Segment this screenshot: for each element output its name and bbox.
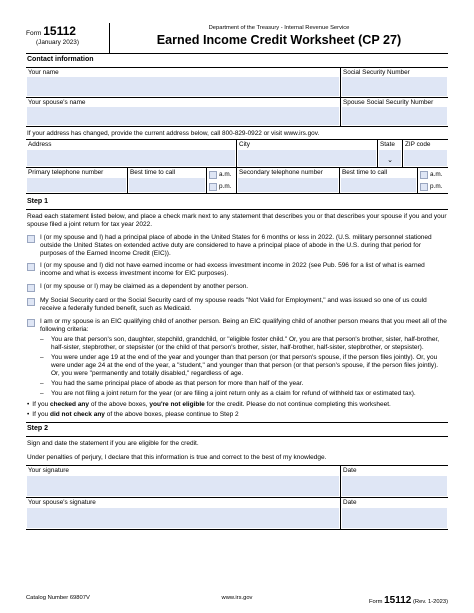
your-name-label: Your name [28, 68, 59, 76]
secondary-phone-input[interactable] [238, 178, 338, 192]
secondary-phone-field[interactable] [237, 168, 340, 193]
ssn-input[interactable] [342, 77, 447, 95]
criteria-1-text: You are that person's son, daughter, stepchild, grandchild, or "eligible foster child." Or, you are that person's brother, sister, half-brother, half-sister, stepbrother, or stepsister (or the child of that person's brother, sister, half-brother, half-sister, stepbrother, or stepsister). [51, 336, 440, 351]
criteria-4-text: You are not filing a joint return for the year (or are filing a joint return only as a claim for refund of withheld tax or estimated tax). [51, 389, 416, 397]
form-date: (January 2023) [36, 38, 79, 46]
best-time-field[interactable] [128, 168, 207, 193]
statement-2-text: I (or my spouse and I) did not have earned income or had excess investment income in 2022 (see Pub. 596 for a list of what is earned income and what is excess investment income for EIC purposes). [40, 262, 425, 278]
address-field[interactable] [26, 140, 237, 167]
am-2-checkbox[interactable] [420, 171, 428, 179]
criteria-item: – You were under age 19 at the end of the year and younger than that person (or that person's spouse, if the person files jointly). Or, you were under age 24 at the end of the year, a "student," and younger than that person (or that person's spouse, if the person files jointly). Or, you were "permanently and totally disabled," regardless of age. [40, 354, 448, 378]
step1-intro: Read each statement listed below, and place a check mark next to any statement that describes you or that describes your spouse if you and your spouse filed a joint return for tax year 2022. [27, 212, 447, 228]
best-time-2-field[interactable] [340, 168, 418, 193]
city-field[interactable] [237, 140, 378, 167]
best-time-2-label: Best time to call [342, 169, 388, 177]
best-time-input[interactable] [129, 178, 205, 192]
zip-label: ZIP code [405, 141, 431, 149]
spouse-signature-input[interactable] [27, 508, 339, 528]
pm-label: p.m. [219, 182, 232, 190]
ampm-group-2 [418, 168, 448, 193]
state-dropdown[interactable] [379, 150, 401, 166]
pm-2-checkbox[interactable] [420, 183, 428, 191]
your-name-field[interactable] [26, 68, 341, 97]
statement-3-text: I (or my spouse or I) may be claimed as a dependent by another person. [40, 283, 249, 291]
best-time-label: Best time to call [130, 169, 176, 177]
secondary-phone-label: Secondary telephone number [239, 169, 323, 177]
address-label: Address [28, 141, 52, 149]
catalog-number: Catalog Number 69807V [26, 595, 90, 601]
your-signature-field[interactable] [26, 466, 341, 497]
spouse-name-input[interactable] [27, 107, 339, 124]
footer-form-id: Form 15112 (Rev. 1-2023) [368, 595, 448, 606]
form-header [26, 23, 448, 54]
statement-item [26, 234, 448, 258]
spouse-ssn-label: Spouse Social Security Number [343, 98, 434, 106]
date-2-field[interactable] [341, 498, 448, 529]
am-2-label: a.m. [430, 171, 443, 179]
statement-item [26, 318, 448, 334]
statement-1-text: I (or my spouse and I) had a principal place of abode in the United States for 6 months or less in 2022. (U.S. military personnel stationed outside the United States on extended active duty are considered to have a principal place of abode in the U.S. during that period for purposes of the Earned Income Credit (EIC)). [40, 233, 432, 257]
zip-field[interactable] [403, 140, 448, 167]
irs-website: www.irs.gov [221, 595, 253, 601]
spouse-signature-label: Your spouse's signature [28, 498, 96, 506]
form-title: Earned Income Credit Worksheet (CP 27) [156, 33, 402, 48]
criteria-3-text: You had the same principal place of abode as that person for more than half of the year. [51, 379, 304, 387]
primary-phone-input[interactable] [27, 178, 126, 192]
statement-3-checkbox[interactable] [27, 284, 35, 292]
your-signature-input[interactable] [27, 476, 339, 496]
city-label: City [239, 141, 251, 149]
form-prefix: Form [26, 30, 42, 37]
date-2-label: Date [343, 498, 357, 506]
step2-line1: Sign and date the statement if you are eligible for the credit. [27, 439, 199, 447]
step2-title: Step 2 [26, 423, 448, 437]
your-name-input[interactable] [27, 77, 339, 95]
ssn-label: Social Security Number [343, 68, 410, 76]
criteria-item: – You are that person's son, daughter, stepchild, grandchild, or "eligible foster child." Or, you are that person's brother, sister, half-brother, half-sister, stepbrother, or stepsister (or the child of that person's brother, sister, half-brother, half-sister, stepbrother, or stepsister). [40, 336, 448, 352]
primary-phone-field[interactable] [26, 168, 128, 193]
statement-1-checkbox[interactable] [27, 235, 35, 243]
checked-instruction: • If you checked any of the above boxes, you're not eligible for the credit. Please do not continue completing this worksheet. [27, 401, 391, 409]
step1-title: Step 1 [26, 196, 448, 210]
contact-section-title: Contact information [26, 54, 448, 68]
statement-5-text: I am or my spouse is an EIC qualifying child of another person. Being an EIC qualifying child of another person means that you meet all of the following criteria: [40, 318, 447, 334]
ssn-field[interactable] [341, 68, 448, 97]
address-change-note: If your address has changed, provide the current address below, call 800-829-0922 or visit www.irs.gov. [26, 127, 448, 141]
ampm-group [207, 168, 237, 193]
criteria-item: – You had the same principal place of abode as that person for more than half of the year. [40, 379, 304, 387]
date-input[interactable] [342, 476, 447, 496]
criteria-2-text: You were under age 19 at the end of the year and younger than that person (or that person's spouse, if the person files jointly). Or, you were under age 24 at the end of the year, a "student," and younger than that person (or that person's spouse, if the person files jointly). Or, you were "permanently and totally disabled," regardless of age. [51, 353, 439, 377]
date-field[interactable] [341, 466, 448, 497]
statement-2-checkbox[interactable] [27, 263, 35, 271]
form-id-block [26, 23, 110, 53]
spouse-name-label: Your spouse's name [28, 98, 86, 106]
statement-item [26, 283, 448, 292]
form-number: 15112 [43, 24, 76, 38]
date-label: Date [343, 466, 357, 474]
zip-input[interactable] [404, 150, 447, 166]
statement-4-checkbox[interactable] [27, 298, 35, 306]
am-label: a.m. [219, 171, 232, 179]
department-line: Department of the Treasury - Internal Revenue Service [208, 25, 350, 31]
pm-2-label: p.m. [430, 182, 443, 190]
statement-5-checkbox[interactable] [27, 319, 35, 327]
city-input[interactable] [238, 150, 376, 166]
state-select[interactable] [378, 140, 403, 167]
state-label: State [380, 141, 395, 149]
spouse-name-field[interactable] [26, 98, 341, 126]
address-input[interactable] [27, 150, 235, 166]
unchecked-instruction: • If you did not check any of the above boxes, please continue to Step 2 [26, 411, 448, 423]
step2-line2: Under penalties of perjury, I declare that this information is true and correct to the best of my knowledge. [26, 451, 448, 466]
form-footer [26, 595, 448, 607]
best-time-2-input[interactable] [341, 178, 416, 192]
primary-phone-label: Primary telephone number [28, 169, 104, 177]
your-signature-label: Your signature [28, 466, 69, 474]
chevron-down-icon: ⌄ [387, 156, 393, 164]
pm-checkbox[interactable] [209, 183, 217, 191]
statement-item [26, 262, 448, 278]
statement-item [26, 297, 448, 313]
spouse-ssn-input[interactable] [342, 107, 447, 124]
spouse-signature-field[interactable] [26, 498, 341, 529]
am-checkbox[interactable] [209, 171, 217, 179]
statement-4-text: My Social Security card or the Social Security card of my spouse reads "Not Valid for Employment," and was issued so one of us could receive a federally funded benefit, such as Medicaid. [40, 297, 427, 313]
criteria-item: – You are not filing a joint return for the year (or are filing a joint return only as a claim for refund of withheld tax or estimated tax). [40, 389, 416, 397]
date-2-input[interactable] [342, 508, 447, 528]
spouse-ssn-field[interactable] [341, 98, 448, 126]
